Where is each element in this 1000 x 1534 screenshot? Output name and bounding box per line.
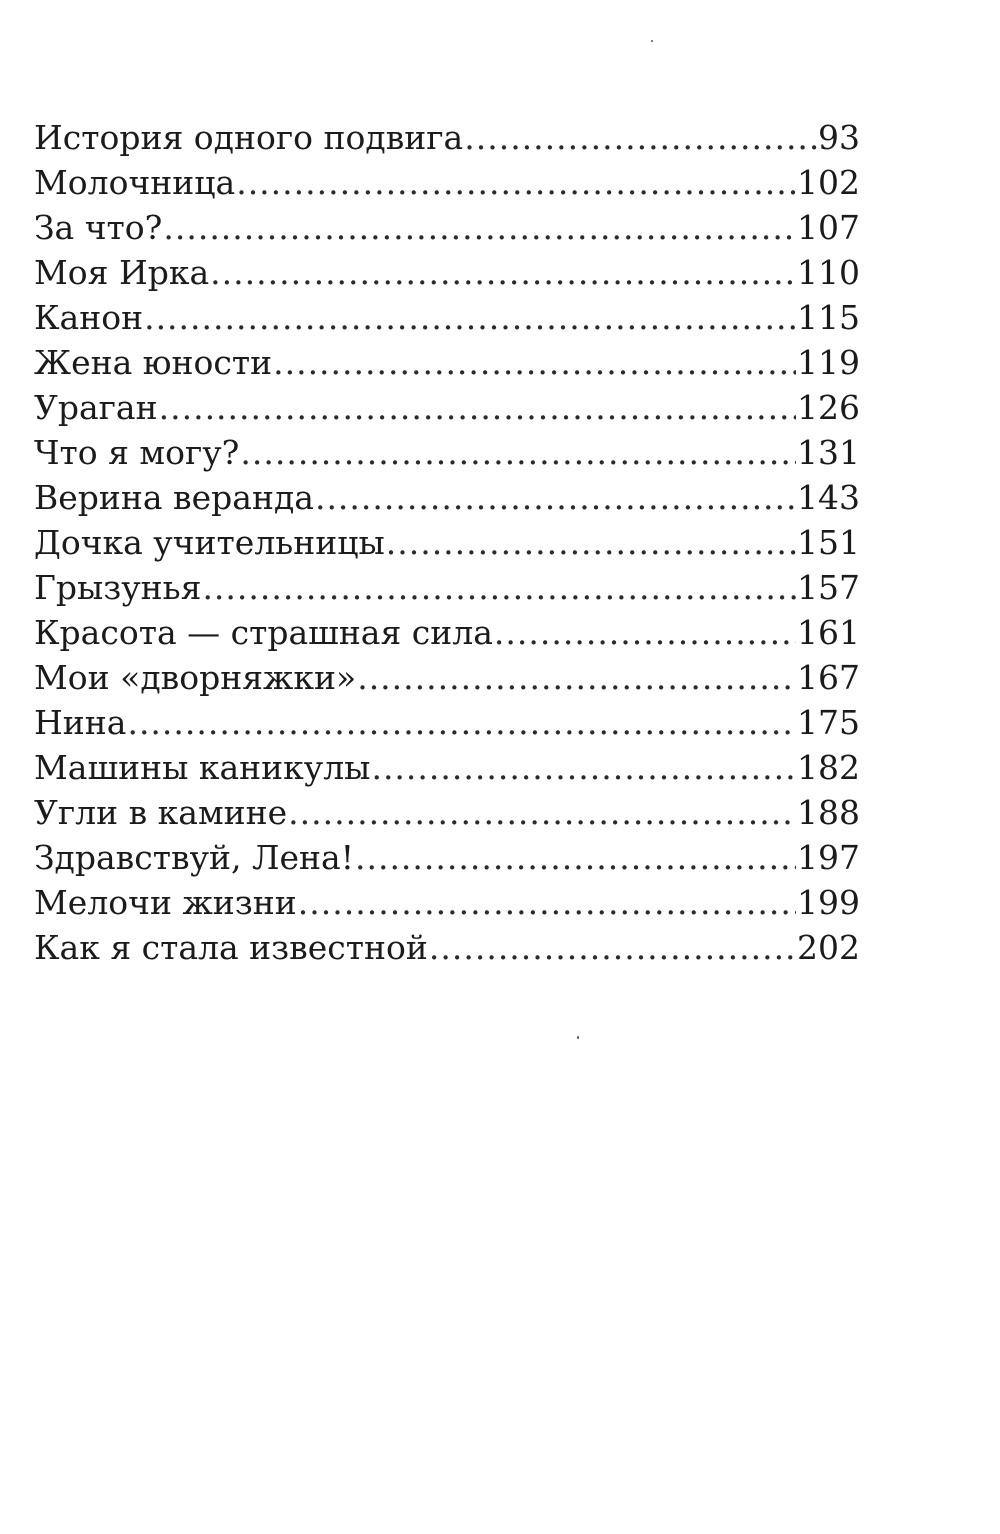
toc-entry-title: Канон [34, 298, 144, 337]
toc-entry [34, 250, 860, 295]
toc-entry-title: Грызунья [34, 568, 202, 607]
toc-entry [34, 835, 860, 880]
toc-entry [34, 475, 860, 520]
dot-leader [236, 160, 796, 205]
dot-leader [298, 880, 796, 925]
toc-entry-page: 126 [797, 388, 860, 427]
toc-entry-page: 131 [797, 433, 860, 472]
toc-entry [34, 385, 860, 430]
toc-entry-page: 161 [797, 613, 860, 652]
dot-leader [429, 925, 796, 970]
dot-leader [315, 475, 796, 520]
toc-entry [34, 565, 860, 610]
toc-entry-title: Молочница [34, 163, 236, 202]
dot-leader [127, 700, 796, 745]
toc-entry-page: 182 [797, 748, 860, 787]
toc-entry [34, 160, 860, 205]
toc-entry-title: За что? [34, 208, 163, 247]
dot-leader [163, 205, 796, 250]
toc-entry-page: 157 [797, 568, 860, 607]
toc-entry-page: 110 [797, 253, 860, 292]
toc-entry-title: Машины каникулы [34, 748, 371, 787]
dot-leader [494, 610, 796, 655]
toc-entry [34, 700, 860, 745]
toc-entry-title: Дочка учительницы [34, 523, 385, 562]
table-of-contents [34, 115, 860, 970]
dot-leader [210, 250, 796, 295]
toc-entry [34, 520, 860, 565]
dot-leader [144, 295, 796, 340]
dot-leader [159, 385, 796, 430]
toc-entry [34, 655, 860, 700]
scan-speck [651, 40, 653, 42]
toc-entry-title: Нина [34, 703, 127, 742]
toc-entry-page: 202 [797, 928, 860, 967]
toc-entry-title: Жена юности [34, 343, 273, 382]
dot-leader [371, 745, 796, 790]
toc-entry [34, 430, 860, 475]
scan-speck [577, 1036, 579, 1039]
toc-entry-title: Как я стала известной [34, 928, 428, 967]
dot-leader [288, 790, 796, 835]
toc-entry-title: Красота — страшная сила [34, 613, 493, 652]
toc-entry-page: 143 [797, 478, 860, 517]
toc-entry-page: 197 [797, 838, 860, 877]
toc-entry-page: 107 [797, 208, 860, 247]
dot-leader [357, 655, 796, 700]
toc-entry-title: Что я могу? [34, 433, 240, 472]
toc-entry [34, 790, 860, 835]
toc-entry-page: 115 [797, 298, 860, 337]
toc-entry-title: Моя Ирка [34, 253, 210, 292]
toc-entry [34, 880, 860, 925]
toc-entry-title: Мои «дворняжки» [34, 658, 357, 697]
toc-entry-title: Мелочи жизни [34, 883, 297, 922]
toc-entry [34, 610, 860, 655]
toc-entry-page: 167 [797, 658, 860, 697]
toc-entry-title: История одного подвига [34, 118, 464, 157]
toc-entry [34, 115, 860, 160]
toc-entry-title: Ураган [34, 388, 158, 427]
dot-leader [273, 340, 796, 385]
toc-entry-page: 151 [797, 523, 860, 562]
toc-entry [34, 745, 860, 790]
toc-entry [34, 295, 860, 340]
dot-leader [202, 565, 796, 610]
dot-leader [464, 115, 817, 160]
toc-entry-page: 188 [797, 793, 860, 832]
toc-entry-page: 175 [797, 703, 860, 742]
toc-entry [34, 925, 860, 970]
toc-entry-page: 199 [797, 883, 860, 922]
toc-entry-page: 119 [797, 343, 860, 382]
toc-entry-title: Угли в камине [34, 793, 288, 832]
toc-entry-page: 93 [818, 118, 860, 157]
toc-entry-title: Здравствуй, Лена! [34, 838, 354, 877]
toc-entry [34, 205, 860, 250]
dot-leader [355, 835, 796, 880]
toc-entry-title: Верина веранда [34, 478, 314, 517]
toc-entry-page: 102 [797, 163, 860, 202]
toc-entry [34, 340, 860, 385]
dot-leader [240, 430, 796, 475]
dot-leader [386, 520, 796, 565]
